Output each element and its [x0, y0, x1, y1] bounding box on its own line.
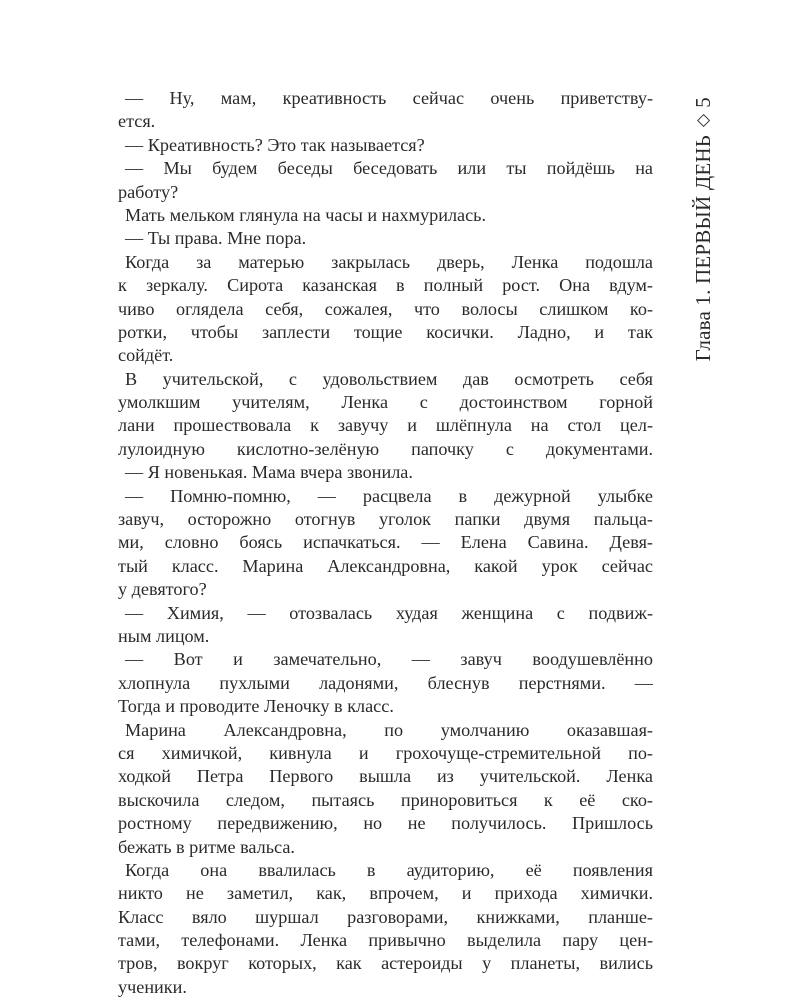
text-line: чиво оглядела себя, сожалея, что волосы слишком ко- — [118, 298, 653, 319]
text-line: ходкой Петра Первого вышла из учительской. Ленка — [118, 766, 653, 787]
running-head — [683, 97, 723, 367]
text-line: ученики. — [118, 976, 187, 997]
text-line: Класс вяло шуршал разговорами, книжками, планше- — [118, 906, 653, 927]
body-text — [118, 87, 653, 999]
text-line: лулоидную кислотно-зелёную папочку с документами. — [118, 438, 653, 459]
text-line: — Помню-помню, — расцвела в дежурной улыбке — [125, 485, 653, 506]
chapter-title: Глава 1. ПЕРВЫЙ ДЕНЬ — [690, 134, 715, 362]
text-line: Когда за матерью закрылась дверь, Ленка подошла — [125, 251, 653, 272]
text-line: — Мы будем беседы беседовать или ты пойдёшь на — [125, 158, 653, 179]
text-line: умолкшим учителям, Ленка с достоинством горной — [118, 392, 653, 413]
page-number: 5 — [690, 97, 715, 108]
text-line: ся химичкой, кивнула и грохочуще-стремительной по- — [118, 742, 653, 763]
text-line: ется. — [118, 111, 156, 132]
text-line: — Я новенькая. Мама вчера звонила. — [125, 462, 413, 483]
text-line: ростному передвижению, но не получилось. Пришлось — [118, 813, 653, 834]
text-line: хлопнула пухлыми ладонями, блеснув перстнями. — — [118, 672, 653, 693]
text-line: ми, словно боясь испачкаться. — Елена Савина. Девя- — [118, 532, 653, 553]
text-line: Марина Александровна, по умолчанию оказавшая- — [125, 719, 653, 740]
text-line: к зеркалу. Сирота казанская в полный рост. Она вдум- — [118, 275, 653, 296]
text-line: Когда она ввалилась в аудиторию, её появления — [125, 859, 653, 880]
text-line: — Химия, — отозвалась худая женщина с подвиж- — [125, 602, 653, 623]
text-line: тров, вокруг которых, как астероиды у планеты, вились — [118, 953, 653, 974]
text-line: — Ты права. Мне пора. — [125, 228, 307, 249]
text-line: Мать мельком глянула на часы и нахмурилась. — [125, 204, 487, 225]
text-line: у девятого? — [118, 579, 207, 600]
text-line: выскочила следом, пытаясь приноровиться к её ско- — [118, 789, 653, 810]
text-line: завуч, осторожно отогнув уголок папки двумя пальца- — [118, 509, 653, 530]
text-line: — Вот и замечательно, — завуч воодушевлённо — [125, 649, 653, 670]
text-line: лани прошествовала к завучу и шлёпнула на стол цел- — [118, 415, 653, 436]
text-line: тами, телефонами. Ленка привычно выделила пару цен- — [118, 930, 653, 951]
text-line: работу? — [118, 181, 179, 202]
running-head-text — [683, 97, 723, 367]
text-line: — Ну, мам, креативность сейчас очень приветству- — [125, 88, 653, 108]
text-line: — Креативность? Это так называется? — [125, 134, 425, 155]
text-line: ным лицом. — [118, 625, 210, 646]
text-line: бежать в ритме вальса. — [118, 836, 295, 857]
text-line: В учительской, с удовольствием дав осмотреть себя — [125, 368, 653, 389]
text-line: сойдёт. — [118, 345, 174, 366]
text-line: ротки, чтобы заплести тощие косички. Ладно, и так — [118, 321, 653, 342]
text-line: никто не заметил, как, впрочем, и прихода химички. — [118, 883, 653, 904]
text-line: тый класс. Марина Александровна, какой урок сейчас — [118, 555, 653, 576]
diamond-ornament-icon: ◇ — [693, 113, 712, 127]
text-line: Тогда и проводите Леночку в класс. — [118, 696, 394, 717]
